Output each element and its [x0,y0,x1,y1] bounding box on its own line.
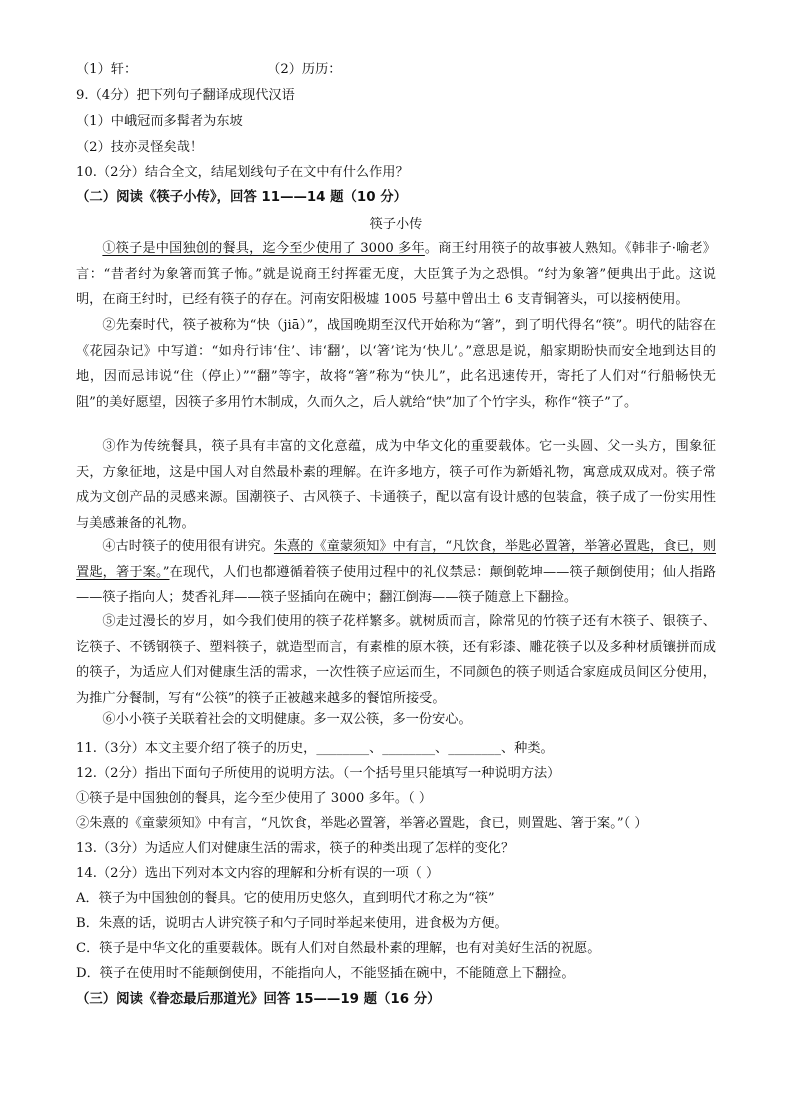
paragraph-1-rest: 。商王纣用筷子的故事被人熟知。《韩非子·喻老》言：“昔者纣为象箸而箕子怖。”就是说商王纣挥霍无度，大臣箕子为之恐惧。“纣为象箸”便典出于此。这说明，在商王纣时，已经有筷子的存在。河南安阳极墟 1005 号墓中曾出土 6 支青铜箸头，可以接柄使用。 [76,241,716,308]
question-12-1: ①筷子是中国独创的餐具，迄今至少使用了 3000 多年。（ ） [76,791,433,806]
section-3-heading: （三）阅读《眷恋最后那道光》回答 15——19 题（16 分） [76,992,441,1007]
option-d: D．筷子在使用时不能颠倒使用，不能指向人，不能竖插在碗中，不能随意上下翻捡。 [76,966,575,981]
question-14: 14.（2分）选出下列对本文内容的理解和分析有误的一项（ ） [76,866,440,881]
article-title: 筷子小传 [369,217,423,232]
question-9-1: （1）中峨冠而多髯者为东坡 [76,114,243,129]
question-10: 10.（2分）结合全文，结尾划线句子在文中有什么作用？ [76,165,409,180]
q8-items [76,61,341,79]
paragraph-2: ②先秦时代，筷子被称为“快（jiā）”，战国晚期至汉代开始称为“箸”，到了明代得名“筷”。明代的陆容在《花园杂记》中写道：“如舟行讳‘住’、讳‘翻’，以‘箸’诧为‘快儿’。”意思是说，船家期盼快而安全地到达目的地，因而忌讳说“住（停止）”“翻”等字，故将“箸”称为“快儿”，此名迅速传开，寄托了人们对“行船畅快无阻”的美好愿望，因筷子多用竹木制成，久而久之，后人就给“快”加了个竹字头，称作“筷子”了。 [76,318,716,410]
option-b: B．朱熹的话，说明古人讲究筷子和勺子同时举起来使用，进食极为方便。 [76,916,508,931]
question-9-2: （2）技亦灵怪矣哉！ [76,140,204,155]
option-c: C．筷子是中华文化的重要载体。既有人们对自然最朴素的理解，也有对美好生活的祝愿。 [76,941,601,956]
paragraph-5: ⑤走过漫长的岁月，如今我们使用的筷子花样繁多。就树质而言，除常见的竹筷子还有木筷子、银筷子、讫筷子、不锈钢筷子、塑料筷子，就造型而言，有素椎的原木筷，还有彩漆、雕花筷子以及多种材质镶拼而成的筷子，为适应人们对健康生活的需求，一次性筷子应运而生，不同颜色的筷子则适合家庭成员间区分使用，为推广分餐制，写有“公筷”的筷子正被越来越多的餐馆所接受。 [76,614,716,706]
paragraph-3: ③作为传统餐具，筷子具有丰富的文化意蕴，成为中华文化的重要载体。它一头圆、父一头方，围象征天，方象征地，这是中国人对自然最朴素的理解。在许多地方，筷子可作为新婚礼物，寓意成双成对。筷子常成为文创产品的灵感来源。国潮筷子、古风筷子、卡通筷子，配以富有设计感的包装盒，筷子成了一份实用性与美感兼备的礼物。 [76,439,716,531]
question-12: 12.（2分）指出下面句子所使用的说明方法。（一个括号里只能填写一种说明方法） [76,766,561,781]
question-9: 9.（4分）把下列句子翻译成现代汉语 [76,88,295,103]
paragraph-4 [76,534,716,611]
paragraph-4-lead: ④古时筷子的使用很有讲究。 [102,539,274,554]
question-13: 13.（3分）为适应人们对健康生活的需求，筷子的种类出现了怎样的变化？ [76,841,515,856]
paragraph-1 [76,236,716,313]
q8-item-1: （1）轩： [76,62,138,77]
section-2-heading: （二）阅读《筷子小传》，回答 11——14 题（10 分） [76,190,408,205]
q8-item-2: （2）历历： [267,62,342,77]
question-11: 11.（3分）本文主要介绍了筷子的历史，________、________、________、种类。 [76,741,554,756]
paragraph-4-underlined: 朱熹的《童蒙须知》中有言，“凡饮食，举匙必置箸，举箸必置匙，食已，则置匙，箸于案。” [76,539,717,580]
paragraph-4-rest: 在现代，人们也都遵循着筷子使用过程中的礼仪禁忌：颠倒乾坤——筷子颠倒使用；仙人指路——筷子指向人；焚香礼拜——筷子竖插向在碗中；翻江倒海——筷子随意上下翻捡。 [76,564,716,606]
paragraph-1-underlined: ①筷子是中国独创的餐具，迄今至少使用了 3000 多年 [102,241,425,256]
option-a: A．筷子为中国独创的餐具。它的使用历史悠久，直到明代才称之为“筷” [76,891,495,906]
question-12-2: ②朱熹的《童蒙须知》中有言，“凡饮食，举匙必置箸，举箸必置匙，食已，则置匙、箸于案。”（ ） [76,816,648,831]
paragraph-6: ⑥小小筷子关联着社会的文明健康。多一双公筷，多一份安心。 [102,712,472,727]
